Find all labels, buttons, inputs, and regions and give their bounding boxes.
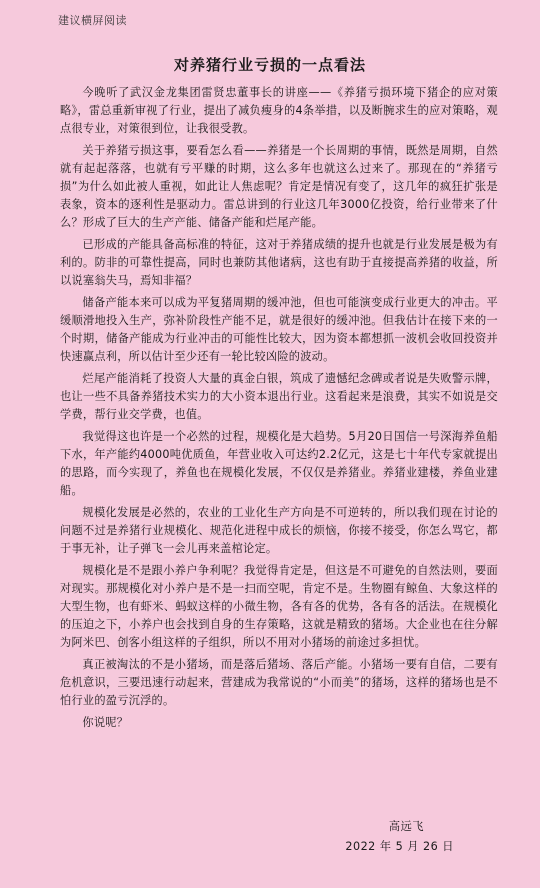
signature-date: 2022 年 5 月 26 日: [345, 840, 454, 853]
paragraph: 烂尾产能消耗了投资人大量的真金白银，筑成了遗憾纪念碑或者说是失败警示牌，也让一些不具备养猪技术实力的大小资本退出行业。这看起来是浪费，其实不如说是交学费，帮行业交学费，也值。: [60, 372, 498, 421]
paragraph: 规模化是不是跟小养户争利呢？我觉得肯定是，但这是不可避免的自然法则，要面对现实。那规模化对小养户是不是一扫而空呢，肯定不是。生物圈有鲸鱼、大象这样的大型生物，也有虾米、蚂蚁这样的小微生物，各有各的优势，各有各的活法。在规模化的压迫之下，小养户也会找到自身的生存策略，这就是精致的猪场。大企业也在往分解为阿米巴、创客小组这样的子组织，所以不用对小猪场的前途过多担忧。: [60, 564, 498, 649]
paragraph: 真正被淘汰的不是小猪场，而是落后猪场、落后产能。小猪场一要有自信，二要有危机意识，三要迅速行动起来，营建成为我常说的“小而美”的猪场，这样的猪场也是不怕行业的盈亏沉浮的。: [60, 658, 498, 707]
author-signature: 高远飞: [388, 820, 424, 833]
paragraph: 今晚听了武汉金龙集团雷贤忠董事长的讲座——《养猪亏损环境下猪企的应对策略》，雷总重新审视了行业，提出了减负瘦身的4条举措，以及断腕求生的应对策略，观点很专业，对策很到位，让我很受教。: [60, 86, 498, 135]
article-title: 对养猪行业亏损的一点看法: [173, 56, 366, 74]
paragraph: 储备产能本来可以成为平复猪周期的缓冲池，但也可能演变成行业更大的冲击。平缓顺滑地投入生产，弥补阶段性产能不足，就是很好的缓冲池。但我估计在接下来的一个时期，储备产能成为行业冲击的可能性比较大，因为资本都想抓一波机会收回投资并快速赢点利，所以估计至少还有一轮比较凶险的波动。: [60, 296, 498, 363]
paragraph: 规模化发展是必然的，农业的工业化生产方向是不可逆转的，所以我们现在讨论的问题不过是养猪行业规模化、规范化进程中成长的烦恼，你接不接受，你怎么骂它，都于事无补，让子弹飞一会儿再来盖棺论定。: [60, 506, 498, 555]
paragraph: 已形成的产能具备高标准的特征，这对于养猪成绩的提升也就是行业发展是极为有利的。防非的可靠性提高，同时也兼防其他诸病，这也有助于直接提高养猪的收益，所以说塞翁失马，焉知非福？: [60, 238, 498, 287]
paragraph: 你说呢？: [82, 716, 129, 729]
article-body: [60, 84, 498, 736]
paragraph: 我觉得这也许是一个必然的过程，规模化是大趋势。5月20日国信一号深海养鱼船下水，年产能约4000吨优质鱼，年营业收入可达约2.2亿元，这是七十年代专家就提出的思路，而今实现了，养鱼也在规模化发展，不仅仅是养猪业。养猪业建楼，养鱼业建船。: [60, 430, 498, 497]
paragraph: 关于养猪亏损这事，要看怎么看——养猪是一个长周期的事情，既然是周期，自然就有起起落落，也就有亏平赚的时期，这么多年也就这么过来了。那现在的“养猪亏损”为什么如此被人重视，如此让人焦虑呢？肯定是情况有变了，这几年的疯狂扩张是表象，资本的逐利性是驱动力。雷总讲到的行业这几年3000亿投资，给行业带来了什么？形成了巨大的生产产能、储备产能和烂尾产能。: [60, 144, 498, 229]
landscape-reading-hint: 建议横屏阅读: [58, 14, 127, 27]
